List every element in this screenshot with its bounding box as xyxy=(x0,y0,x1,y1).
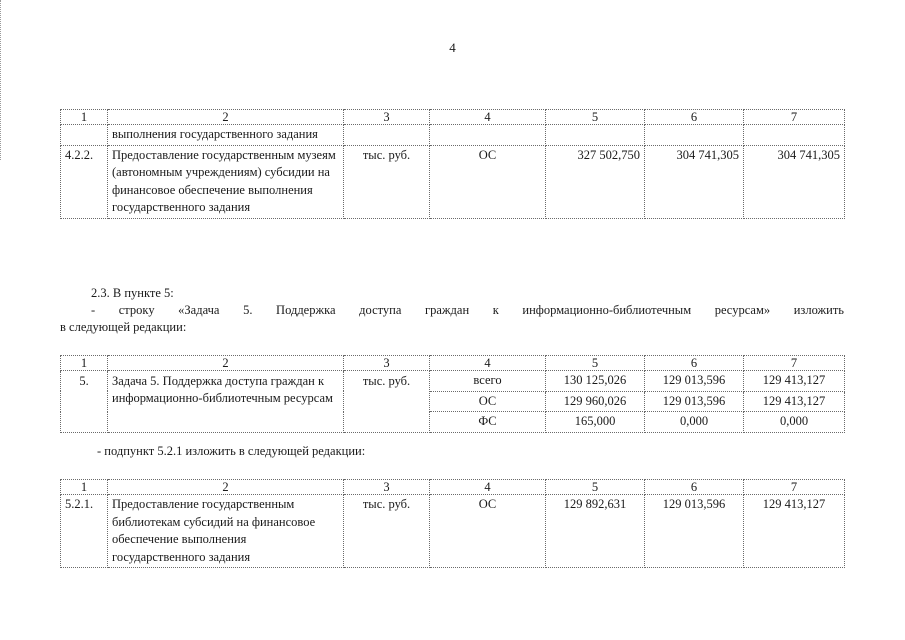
table-row xyxy=(61,125,845,146)
table-row xyxy=(61,495,845,568)
col-header: 1 xyxy=(61,356,108,371)
col-header: 7 xyxy=(744,356,845,371)
cell-unit: тыс. руб. xyxy=(344,371,430,433)
scan-edge-line xyxy=(0,0,3,160)
cell-value: 304 741,305 xyxy=(645,145,744,218)
cell-source: ОС xyxy=(430,391,546,412)
paragraph-subitem-5-2-1: - подпункт 5.2.1 изложить в следующей редакции: xyxy=(97,444,366,458)
cell-number: 5.2.1. xyxy=(61,495,108,568)
cell-value: 129 413,127 xyxy=(744,371,845,392)
cell-name: Задача 5. Поддержка доступа граждан к информационно-библиотечным ресурсам xyxy=(108,371,344,433)
paragraph-2-3: 2.3. В пункте 5: xyxy=(91,286,174,300)
cell-source: всего xyxy=(430,371,546,392)
cell-value: 0,000 xyxy=(645,412,744,433)
cell-value: 129 960,026 xyxy=(546,391,645,412)
cell-value: 0,000 xyxy=(744,412,845,433)
cell-source: ОС xyxy=(430,495,546,568)
col-header: 5 xyxy=(546,110,645,125)
col-header: 2 xyxy=(108,480,344,495)
paragraph-task5-line1: - строку «Задача 5. Поддержка доступа граждан к информационно-библиотечным ресурсам» изложить xyxy=(91,303,844,317)
col-header: 3 xyxy=(344,110,430,125)
cell-value: 129 013,596 xyxy=(645,391,744,412)
table-header-row xyxy=(61,480,845,495)
cell-value: 304 741,305 xyxy=(744,145,845,218)
table-header-row xyxy=(61,110,845,125)
cell-value: 129 892,631 xyxy=(546,495,645,568)
col-header: 6 xyxy=(645,110,744,125)
cell-value: 129 013,596 xyxy=(645,495,744,568)
col-header: 2 xyxy=(108,110,344,125)
cell-value: 129 413,127 xyxy=(744,495,845,568)
col-header: 3 xyxy=(344,480,430,495)
col-header: 2 xyxy=(108,356,344,371)
col-header: 7 xyxy=(744,110,845,125)
col-header: 5 xyxy=(546,356,645,371)
cell-value: 130 125,026 xyxy=(546,371,645,392)
col-header: 1 xyxy=(61,480,108,495)
col-header: 1 xyxy=(61,110,108,125)
col-header: 3 xyxy=(344,356,430,371)
cell-name: выполнения государственного задания xyxy=(108,125,344,146)
cell-value: 129 413,127 xyxy=(744,391,845,412)
cell-source: ФС xyxy=(430,412,546,433)
col-header: 5 xyxy=(546,480,645,495)
cell-number: 5. xyxy=(61,371,108,433)
cell-unit: тыс. руб. xyxy=(344,145,430,218)
col-header: 7 xyxy=(744,480,845,495)
paragraph-task5-line2: в следующей редакции: xyxy=(60,320,187,334)
cell-number: 4.2.2. xyxy=(61,145,108,218)
cell-value: 327 502,750 xyxy=(546,145,645,218)
table-5-2-1 xyxy=(60,479,845,568)
cell-source: ОС xyxy=(430,145,546,218)
cell-name: Предоставление государственным музеям (автономным учреждениям) субсидии на финансовое обеспечение выполнения государственного задания xyxy=(108,145,344,218)
table-header-row xyxy=(61,356,845,371)
table-row xyxy=(61,145,845,218)
page-number: 4 xyxy=(449,40,456,55)
col-header: 4 xyxy=(430,480,546,495)
cell-name: Предоставление государственным библиотекам субсидий на финансовое обеспечение выполнения государственного задания xyxy=(108,495,344,568)
cell-value: 165,000 xyxy=(546,412,645,433)
cell-value: 129 013,596 xyxy=(645,371,744,392)
table-4-2-2 xyxy=(60,109,845,219)
col-header: 6 xyxy=(645,356,744,371)
cell-unit: тыс. руб. xyxy=(344,495,430,568)
col-header: 6 xyxy=(645,480,744,495)
table-row xyxy=(61,371,845,392)
col-header: 4 xyxy=(430,110,546,125)
col-header: 4 xyxy=(430,356,546,371)
table-task-5 xyxy=(60,355,845,433)
